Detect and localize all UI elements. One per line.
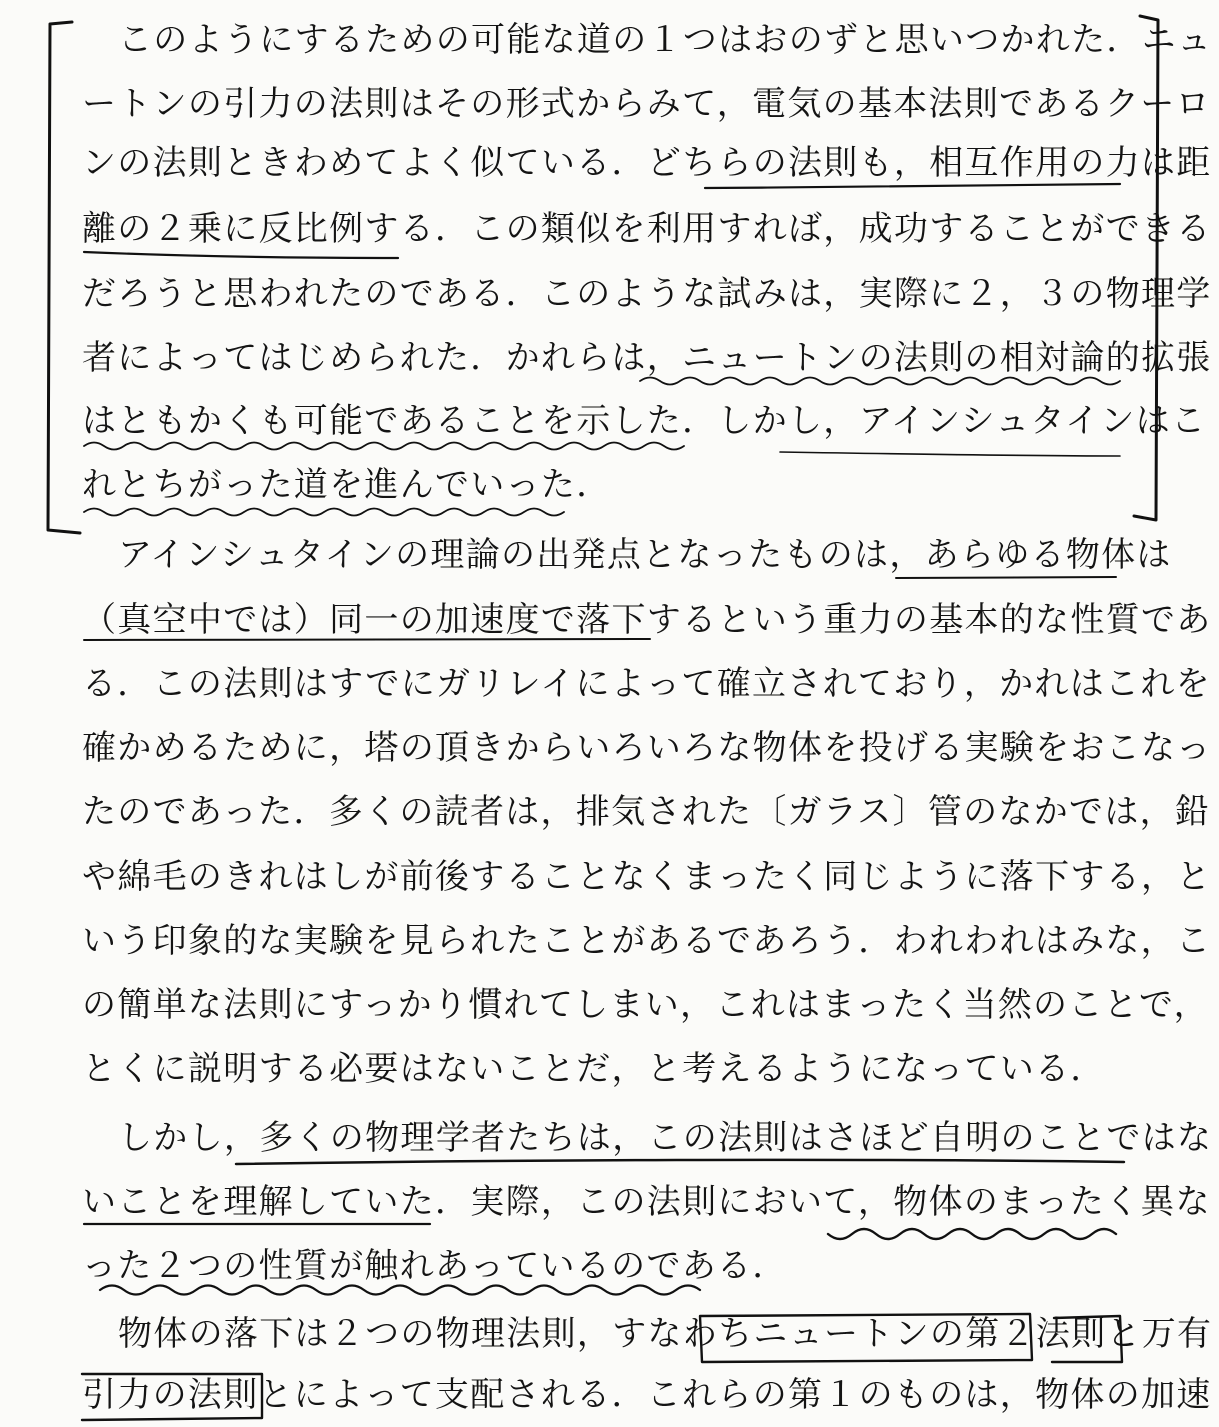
text-line: 者によってはじめられた．かれらは，ニュートンの法則の相対論的拡張: [82, 338, 1212, 378]
text-line: （真空中では）同一の加速度で落下するという重力の基本的な性質であ: [82, 600, 1212, 640]
text-line: アインシュタインの理論の出発点となったものは，あらゆる物体は: [118, 535, 1172, 575]
wavy-underline-mark: [84, 509, 564, 516]
text-line: 物体の落下は２つの物理法則，すなわちニュートンの第２法則と万有: [118, 1314, 1213, 1354]
right-bracket-mark: [1134, 16, 1158, 520]
text-line: とくに説明する必要はないことだ，と考えるようになっている．: [82, 1049, 1106, 1089]
wavy-underline-mark: [640, 378, 1120, 385]
underline-mark: [896, 577, 1116, 578]
text-line: ンの法則ときわめてよく似ている．どちらの法則も，相互作用の力は距: [82, 143, 1212, 183]
text-line: 確かめるために，塔の頂きからいろいろな物体を投げる実験をおこなっ: [82, 728, 1212, 768]
box-mark: [700, 1314, 1032, 1362]
text-line: しかし，多くの物理学者たちは，この法則はさほど自明のことではな: [118, 1118, 1213, 1158]
text-line: だろうと思われたのである．このような試みは，実際に２，３の物理学: [82, 274, 1212, 314]
box-mark: [1052, 1316, 1122, 1362]
text-line: このようにするための可能な道の１つはおのずと思いつかれた．ニュ: [118, 20, 1213, 60]
text-line: いことを理解していた．実際，この法則において，物体のまったく異な: [82, 1182, 1211, 1222]
text-line: 引力の法則とによって支配される．これらの第１のものは，物体の加速: [82, 1375, 1212, 1415]
wavy-underline-mark: [828, 1229, 1116, 1239]
underline-mark: [780, 452, 1120, 456]
text-line: や綿毛のきれはしが前後することなくまったく同じように落下する，と: [82, 857, 1212, 897]
text-line: れとちがった道を進んでいった．: [82, 465, 612, 505]
text-line: いう印象的な実験を見られたことがあるであろう．われわれはみな，こ: [82, 921, 1212, 961]
left-bracket-mark: [48, 22, 80, 533]
text-line: った２つの性質が触れあっているのである．: [82, 1246, 788, 1286]
text-line: はともかくも可能であることを示した．しかし，アインシュタインはこ: [82, 401, 1207, 441]
box-mark: [82, 1374, 262, 1420]
wavy-underline-mark: [84, 443, 684, 450]
wavy-underline-mark: [100, 1286, 700, 1295]
underline-mark: [84, 639, 650, 640]
underline-mark: [236, 1160, 1124, 1164]
underline-mark: [705, 184, 1120, 188]
text-line: ートンの引力の法則はその形式からみて，電気の基本法則であるクーロ: [82, 84, 1211, 124]
text-line: 離の２乗に反比例する．この類似を利用すれば，成功することができる: [82, 209, 1212, 249]
text-line: る．この法則はすでにガリレイによって確立されており，かれはこれを: [82, 664, 1211, 704]
text-line: の簡単な法則にすっかり慣れてしまい，これはまったく当然のことで，: [82, 985, 1209, 1025]
text-line: たのであった．多くの読者は，排気された〔ガラス〕管のなかでは，鉛: [82, 792, 1211, 832]
underline-mark: [84, 252, 398, 258]
